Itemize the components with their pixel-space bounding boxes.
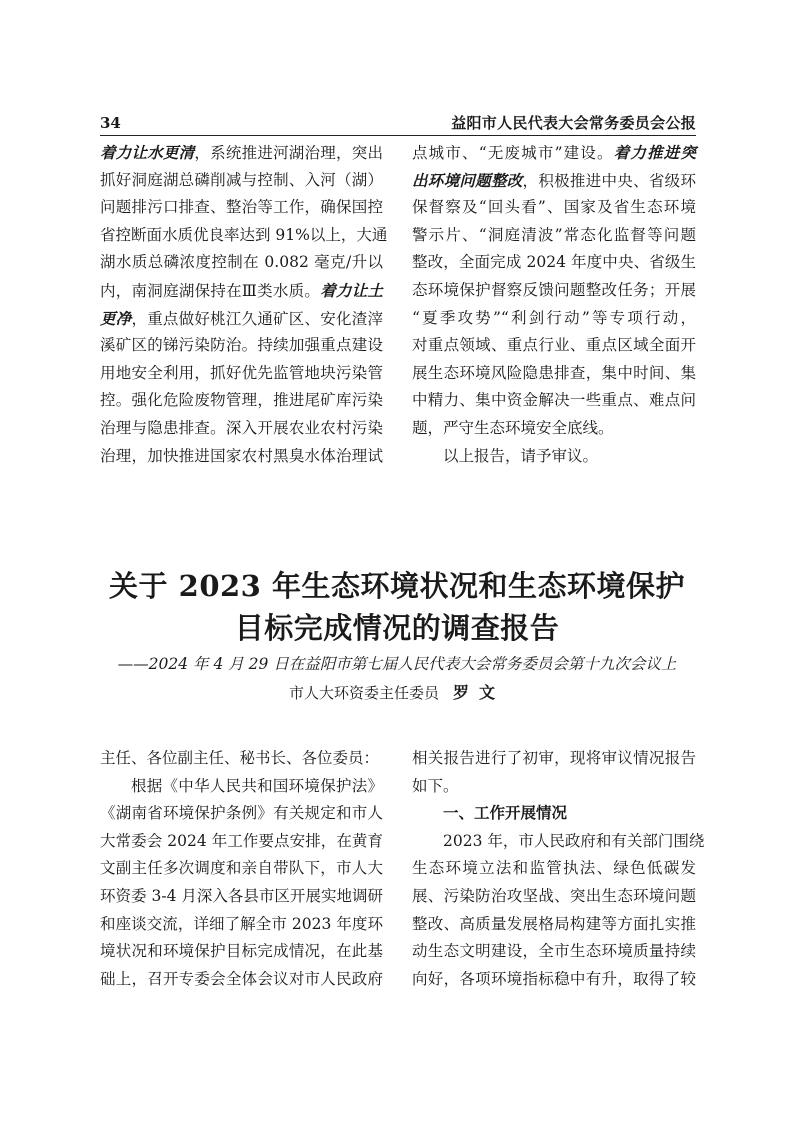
top-left-column	[100, 139, 388, 470]
text-line: 生态环境立法和监管执法、绿色低碳发	[412, 859, 696, 878]
emphasis-phrase: 更净	[100, 308, 132, 328]
author-name: 罗文	[453, 683, 506, 702]
article-title-line-2: 目标完成情况的调查报告	[234, 611, 560, 645]
text-line: 境状况和环境保护目标完成情况，在此基	[100, 942, 383, 961]
text-line: 点城市、“无废城市”建设。着力推进突	[412, 143, 696, 162]
text-line: “夏季攻势”“利剑行动”等专项行动，	[412, 308, 696, 327]
emphasis-phrase: 着力让土	[320, 280, 383, 300]
page-number: 34	[100, 114, 121, 132]
article-subtitle: ——2024 年 4 月 29 日在益阳市第七届人民代表大会常务委员会第十九次会议上	[117, 655, 677, 673]
text-line: 动生态文明建设，全市生态环境质量持续	[412, 942, 696, 961]
text-line: 问题排污口排查、整治等工作，确保国控	[100, 198, 383, 217]
bottom-left-column	[100, 745, 383, 993]
text-line: 控。强化危险废物管理，推进尾矿库污染	[100, 391, 383, 410]
text-line: 内，南洞庭湖保持在Ⅲ类水质。着力让土	[100, 280, 383, 300]
article-title-line-1: 关于 2023 年生态环境状况和生态环境保护	[109, 569, 685, 603]
text-line: 整改，全面完成 2024 年度中央、省级生	[412, 253, 696, 272]
text-line: 《湖南省环境保护条例》有关规定和市人	[100, 804, 383, 823]
text-line: 湖水质总磷浓度控制在 0.082 毫克/升以	[100, 253, 383, 272]
text-line: 警示片、“洞庭清波”常态化监督等问题	[412, 225, 696, 244]
emphasis-phrase: 着力推进突	[613, 143, 696, 162]
journal-title: 益阳市人民代表大会常务委员会公报	[451, 114, 696, 132]
emphasis-phrase: 着力让水更清	[100, 143, 195, 162]
running-header	[100, 112, 696, 134]
text-line: 出环境问题整改，积极推进中央、省级环	[412, 170, 696, 190]
text-line: 展、污染防治攻坚战、突出生态环境问题	[412, 886, 696, 905]
text-line: 对重点领域、重点行业、重点区域全面开	[412, 336, 696, 355]
text-line: 2023 年，市人民政府和有关部门围绕	[443, 831, 705, 850]
closing-line: 以上报告，请予审议。	[443, 446, 599, 465]
text-line: 治理与隐患排查。深入开展农业农村污染	[100, 418, 383, 437]
text-line: 抓好洞庭湖总磷削减与控制、入河（湖）	[100, 170, 383, 189]
top-right-column	[412, 139, 696, 470]
text-line: 治理，加快推进国家农村黑臭水体治理试	[100, 446, 383, 465]
text-line: 环资委 3-4 月深入各县市区开展实地调研	[100, 886, 383, 905]
text-line: 题，严守生态环境安全底线。	[412, 418, 614, 437]
text-line: 础上，召开专委会全体会议对市人民政府	[100, 969, 383, 988]
text-line: 更净，重点做好桃江久通矿区、安化渣滓	[100, 308, 383, 328]
text-line: 向好，各项环境指标稳中有升，取得了较	[412, 969, 696, 988]
text-line: 中精力、集中资金解决一些重点、难点问	[412, 391, 696, 410]
text-line: 态环境保护督察反馈问题整改任务；开展	[412, 280, 696, 299]
emphasis-phrase: 出环境问题整改	[412, 170, 523, 190]
section-heading: 一、工作开展情况	[443, 804, 568, 823]
text-line: 文副主任多次调度和亲自带队下，市人大	[100, 859, 383, 878]
text-line: 保督察及“回头看”、国家及省生态环境	[412, 198, 696, 217]
text-line: 展生态环境风险隐患排查，集中时间、集	[412, 363, 696, 382]
text-line: 和座谈交流，详细了解全市 2023 年度环	[100, 914, 383, 933]
text-line: 大常委会 2024 年工作要点安排，在黄育	[100, 831, 383, 850]
author-line	[0, 681, 794, 705]
text-line: 根据《中华人民共和国环境保护法》	[131, 776, 383, 795]
salutation: 主任、各位副主任、秘书长、各位委员：	[100, 749, 380, 767]
text-line: 用地安全利用，抓好优先监管地块污染管	[100, 363, 383, 382]
author-role: 市人大环资委主任委员	[288, 684, 439, 702]
text-line: 如下。	[412, 776, 459, 795]
header-rule	[100, 135, 696, 136]
text-line: 省控断面水质优良率达到 91%以上，大通	[100, 225, 388, 244]
text-line: 溪矿区的锑污染防治。持续加强重点建设	[100, 336, 383, 355]
text-line: 相关报告进行了初审，现将审议情况报告	[412, 749, 696, 767]
bottom-right-column	[412, 745, 705, 993]
text-line: 着力让水更清，系统推进河湖治理，突出	[100, 143, 383, 162]
text-line: 整改、高质量发展格局构建等方面扎实推	[412, 914, 696, 933]
